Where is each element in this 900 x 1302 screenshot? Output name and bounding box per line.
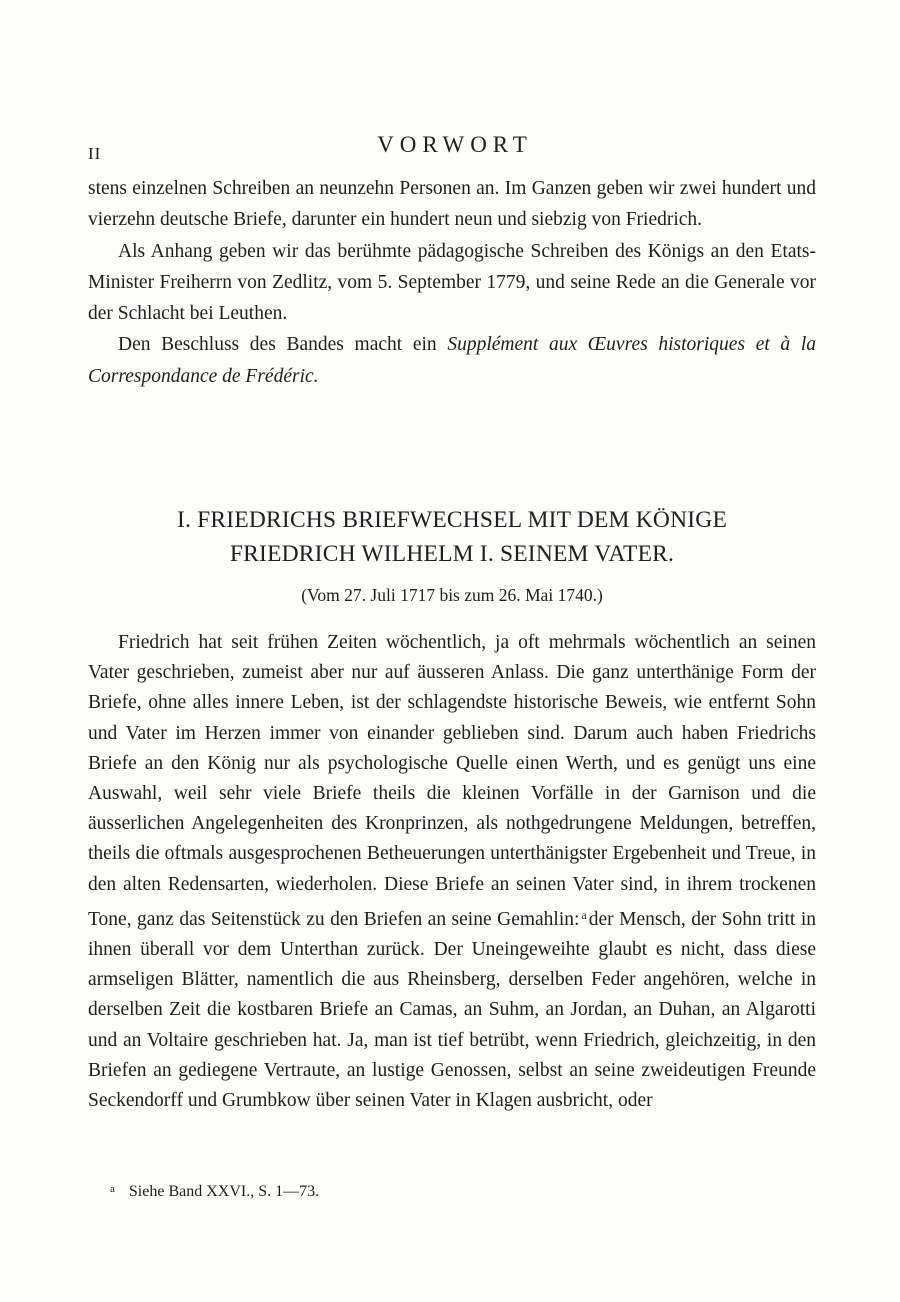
- page-number: II: [88, 144, 102, 163]
- page-header: [88, 132, 816, 162]
- chapter-title-line-1: I. FRIEDRICHS BRIEFWECHSEL MIT DEM KÖNIGE: [176, 507, 727, 533]
- intro-paragraph-2: Als Anhang geben wir das berühmte pädagogische Schreiben des Königs an den Etats-Minister Freiherrn von Zedlitz, vom 5. September 1779, und seine Rede an die Generale vor der Schlacht bei Leuthen.: [88, 240, 816, 325]
- chapter-body: [88, 628, 816, 1116]
- footnote-reference: a: [581, 907, 587, 922]
- body-text-part-1: Friedrich hat seit frühen Zeiten wöchentlich, ja oft mehrmals wöchentlich an seinen Vater geschrieben, zumeist aber nur auf äusseren Anlass. Die ganz unterthänige Form der Briefe, ohne alles innere Leben, ist der schlagendste historische Beweis, wie entfernt Sohn und Vater im Herzen immer von einander geblieben sind. Darum auch haben Friedrichs Briefe an den König nur als psychologische Quelle einen Werth, und es genügt uns eine Auswahl, weil sehr viele Briefe theils die kleinen Vorfälle in der Garnison und die äusserlichen Angelegenheiten des Kronprinzen, als nothgedrungene Meldungen, betreffen, theils die oftmals ausgesprochenen Betheuerungen unterthänigster Ergebenheit und Treue, in den alten Redensarten, wiederholen. Diese Briefe an seinen Vater sind, in ihrem trockenen Tone, ganz das Seitenstück zu den Briefen an seine Gemahlin:: [88, 632, 816, 930]
- intro-paragraph-3: [88, 329, 816, 392]
- chapter-dates: (Vom 27. Juli 1717 bis zum 26. Mai 1740.): [301, 585, 603, 605]
- supplement-title: Supplément aux Œuvres historiques et à la Correspondance de Frédéric.: [88, 334, 817, 387]
- chapter-title-line-2: FRIEDRICH WILHELM I. SEINEM VATER.: [229, 541, 675, 567]
- footnote-mark: a: [110, 1183, 115, 1195]
- intro-paragraph-3-text: Den Beschluss des Bandes macht ein: [118, 334, 448, 356]
- chapter-heading: [88, 503, 816, 606]
- footnote-text: Siehe Band XXVI., S. 1—73.: [128, 1183, 320, 1200]
- body-paragraph: [88, 628, 816, 1116]
- intro-section: [88, 173, 816, 392]
- running-title: VORWORT: [377, 132, 533, 157]
- intro-paragraph-1: stens einzelnen Schreiben an neunzehn Personen an. Im Ganzen geben wir zwei hundert und vierzehn deutsche Briefe, darunter ein hundert neun und siebzig von Friedrich.: [88, 178, 816, 231]
- document-page: [88, 0, 816, 1302]
- footnote: [110, 1183, 319, 1201]
- body-text-part-2: der Mensch, der Sohn tritt in ihnen überall vor dem Unterthan zurück. Der Uneingeweihte glaubt es nicht, dass diese armseligen Blätter, namentlich die aus Rheinsberg, derselben Feder angehören, welche in derselben Zeit die kostbaren Briefe an Camas, an Suhm, an Jordan, an Duhan, an Algarotti und an Voltaire geschrieben hat. Ja, man ist tief betrübt, wenn Friedrich, gleichzeitig, in den Briefen an gediegene Vertraute, an lustige Genossen, selbst an seine zweideutigen Freunde Seckendorff und Grumbkow über seinen Vater in Klagen ausbricht, oder: [88, 908, 816, 1112]
